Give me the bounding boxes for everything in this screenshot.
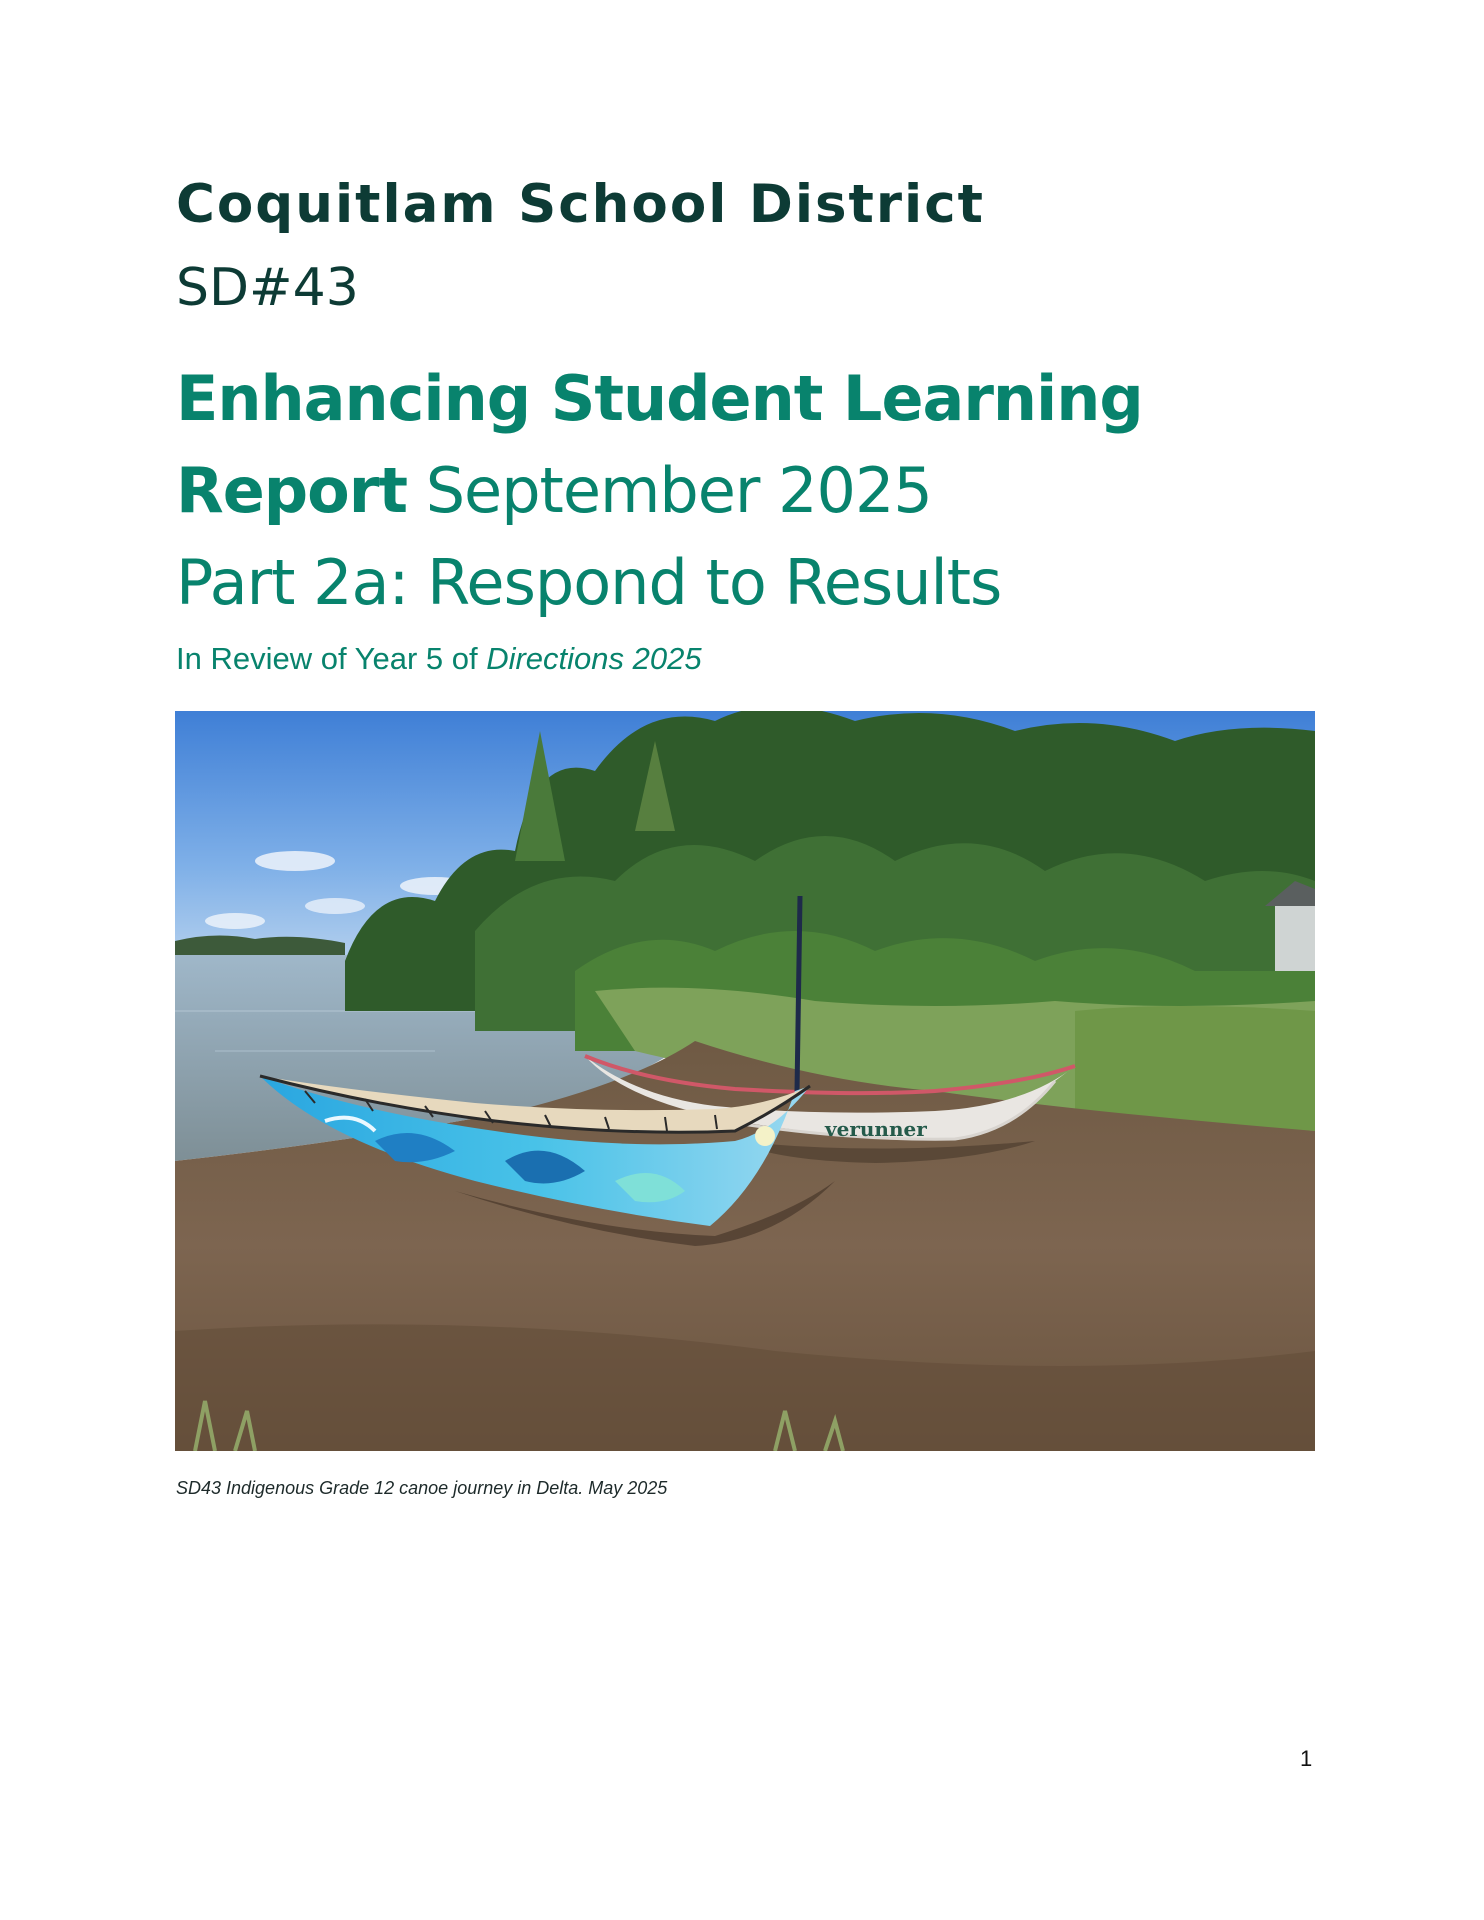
report-title-date: September 2025 xyxy=(406,454,932,527)
photo-caption: SD43 Indigenous Grade 12 canoe journey in Delta. May 2025 xyxy=(176,1478,668,1498)
report-subtitle-italic: Directions 2025 xyxy=(486,641,702,676)
report-part-heading: Part 2a: Respond to Results xyxy=(176,546,1002,619)
report-subtitle-prefix: In Review of Year 5 of xyxy=(176,641,487,676)
canoe-photo-illustration xyxy=(175,711,1315,1451)
report-title-bold: Report xyxy=(176,454,407,527)
report-subtitle xyxy=(176,643,702,674)
district-name: Coquitlam School District xyxy=(176,174,985,235)
page-number: 1 xyxy=(1300,1746,1313,1771)
report-title-line2 xyxy=(176,454,932,527)
report-title-line1: Enhancing Student Learning xyxy=(176,362,1143,435)
district-code: SD#43 xyxy=(176,258,359,318)
canoe-hull-text: verunner xyxy=(825,1117,927,1141)
canoe-photo xyxy=(175,711,1315,1451)
